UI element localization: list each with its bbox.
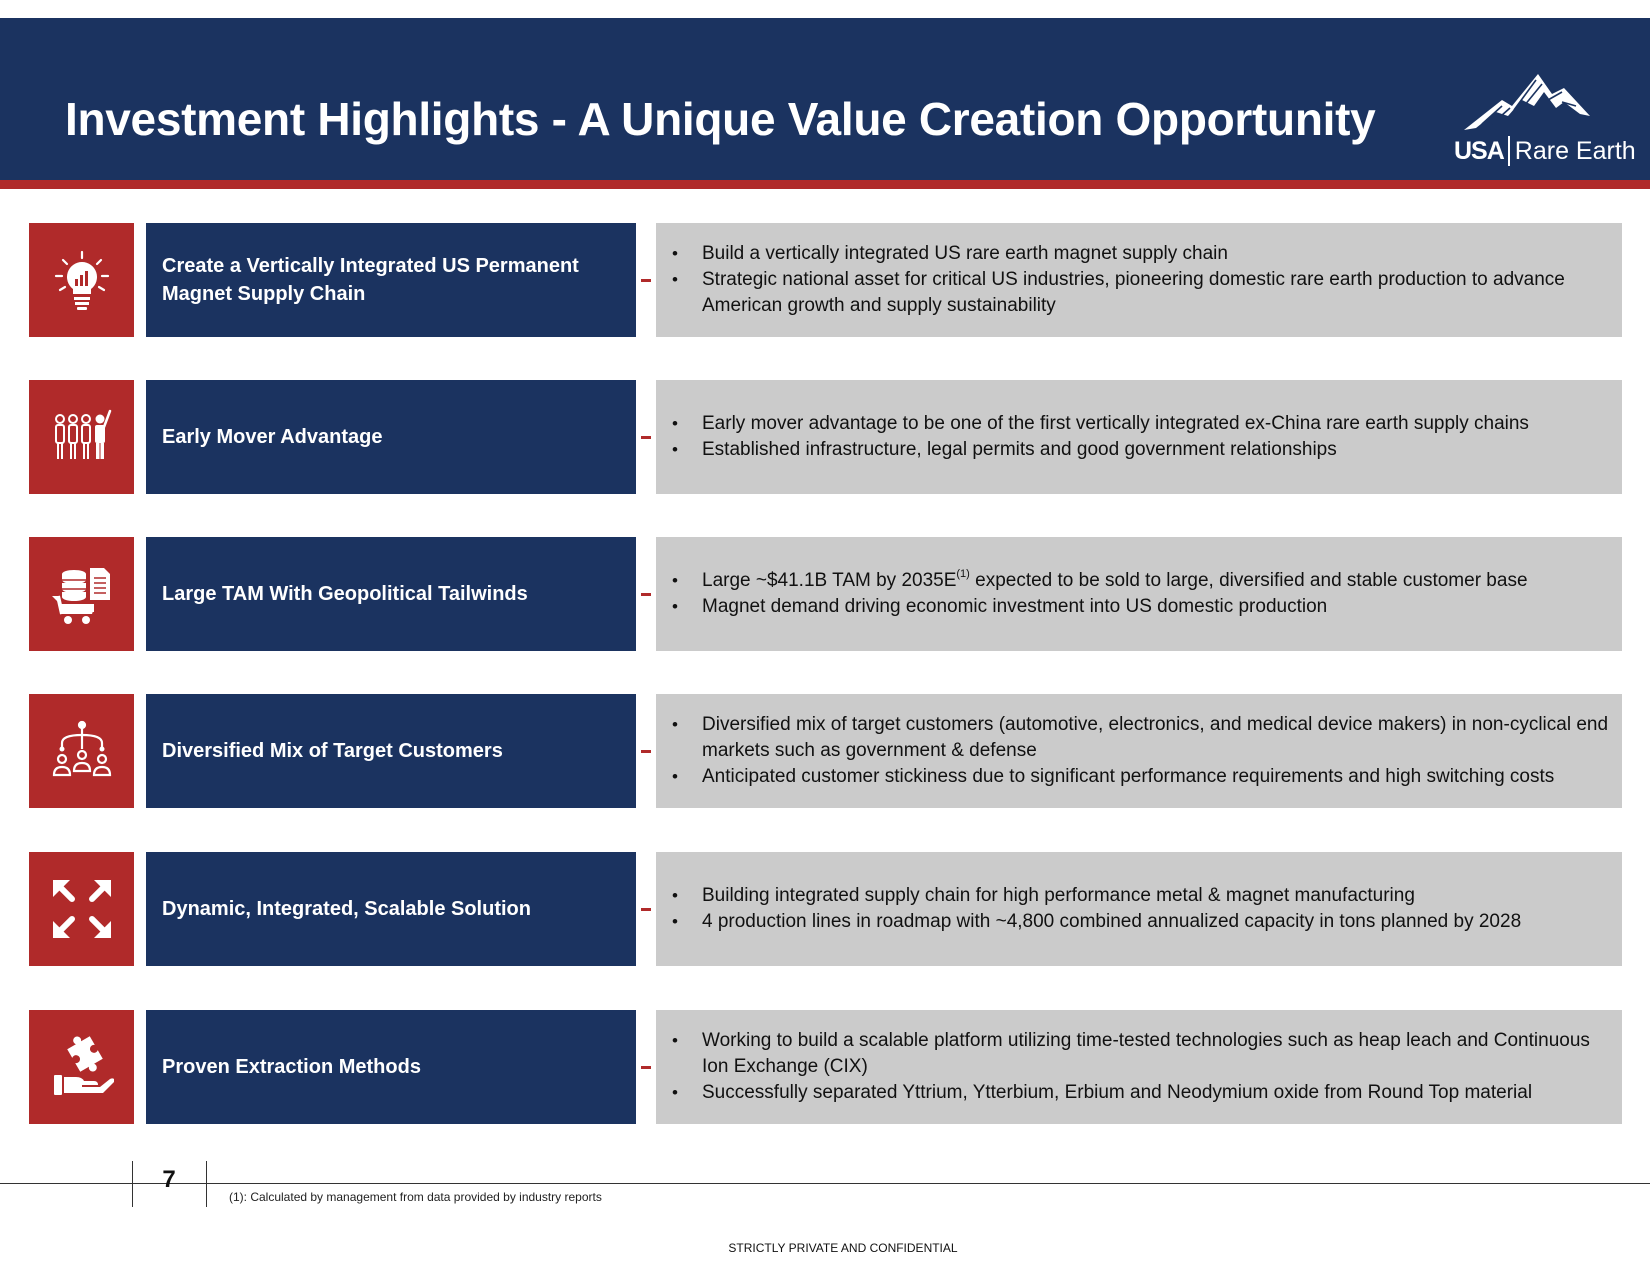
footer-divider-left xyxy=(132,1161,133,1207)
logo-divider xyxy=(1508,136,1510,166)
bullet-item: • Build a vertically integrated US rare earth magnet supply chain xyxy=(672,241,1612,267)
bullet-item: • Successfully separated Yttrium, Ytterbium, Erbium and Neodymium oxide from Round Top material xyxy=(672,1080,1612,1106)
highlight-row xyxy=(0,1010,1650,1124)
bullet-item: • Established infrastructure, legal permits and good government relationships xyxy=(672,437,1529,463)
row-icon-box xyxy=(29,223,134,337)
bullet-item xyxy=(672,568,1528,594)
highlight-label: Early Mover Advantage xyxy=(146,380,636,494)
bullet-item: • Anticipated customer stickiness due to significant performance requirements and high switching costs xyxy=(672,764,1612,790)
highlight-description xyxy=(656,1010,1622,1124)
highlight-label: Proven Extraction Methods xyxy=(146,1010,636,1124)
confidentiality-notice: STRICTLY PRIVATE AND CONFIDENTIAL xyxy=(728,1241,958,1255)
customer-network-icon xyxy=(50,719,114,783)
hand-puzzle-icon xyxy=(50,1035,114,1099)
page-number: 7 xyxy=(162,1166,176,1193)
footer-divider-right xyxy=(206,1161,207,1207)
connector-dash xyxy=(641,279,651,282)
highlight-label: Dynamic, Integrated, Scalable Solution xyxy=(146,852,636,966)
highlight-description xyxy=(656,852,1622,966)
highlight-row xyxy=(0,852,1650,966)
highlight-row xyxy=(0,380,1650,494)
highlight-label: Large TAM With Geopolitical Tailwinds xyxy=(146,537,636,651)
header-stripe xyxy=(0,180,1650,189)
highlight-row xyxy=(0,694,1650,808)
highlight-row xyxy=(0,223,1650,337)
highlight-description xyxy=(656,537,1622,651)
connector-dash xyxy=(641,593,651,596)
bullet-text: expected to be sold to large, diversified and stable customer base xyxy=(969,570,1528,591)
logo-rare-earth: Rare Earth xyxy=(1514,136,1636,165)
highlight-description xyxy=(656,380,1622,494)
highlight-description xyxy=(656,223,1622,337)
row-icon-box xyxy=(29,537,134,651)
highlight-label: Create a Vertically Integrated US Permanent Magnet Supply Chain xyxy=(146,223,636,337)
expand-arrows-icon xyxy=(50,877,114,941)
row-icon-box xyxy=(29,852,134,966)
brand-logo xyxy=(1454,136,1636,166)
connector-dash xyxy=(641,908,651,911)
row-icon-box xyxy=(29,380,134,494)
connector-dash xyxy=(641,750,651,753)
lightbulb-chart-icon xyxy=(50,248,114,312)
footnote: (1): Calculated by management from data provided by industry reports xyxy=(229,1190,602,1204)
highlight-description xyxy=(656,694,1622,808)
row-icon-box xyxy=(29,1010,134,1124)
bullet-item: • Strategic national asset for critical US industries, pioneering domestic rare earth production to advance American growth and supply sustainability xyxy=(672,267,1612,319)
bullet-item: • Early mover advantage to be one of the first vertically integrated ex-China rare earth supply chains xyxy=(672,411,1529,437)
bullet-text: Large ~$41.1B TAM by 2035E xyxy=(702,570,957,591)
bullet-item: • Building integrated supply chain for high performance metal & magnet manufacturing xyxy=(672,883,1521,909)
connector-dash xyxy=(641,436,651,439)
row-icon-box xyxy=(29,694,134,808)
page-title: Investment Highlights - A Unique Value Creation Opportunity xyxy=(65,93,1376,145)
cart-database-icon xyxy=(50,562,114,626)
highlight-label: Diversified Mix of Target Customers xyxy=(146,694,636,808)
bullet-item: • Magnet demand driving economic investment into US domestic production xyxy=(672,594,1528,620)
bullet-item: • Diversified mix of target customers (automotive, electronics, and medical device makers) in non-cyclical end markets such as government & defense xyxy=(672,712,1612,764)
footer-rule xyxy=(0,1183,1650,1184)
bullet-item: • Working to build a scalable platform utilizing time-tested technologies such as heap leach and Continuous Ion Exchange (CIX) xyxy=(672,1028,1612,1080)
bullet-item: • 4 production lines in roadmap with ~4,800 combined annualized capacity in tons planned by 2028 xyxy=(672,909,1521,935)
footnote-reference: (1) xyxy=(956,567,970,580)
people-leader-icon xyxy=(50,405,114,469)
logo-usa: USA xyxy=(1454,136,1504,165)
highlight-row xyxy=(0,537,1650,651)
connector-dash xyxy=(641,1066,651,1069)
